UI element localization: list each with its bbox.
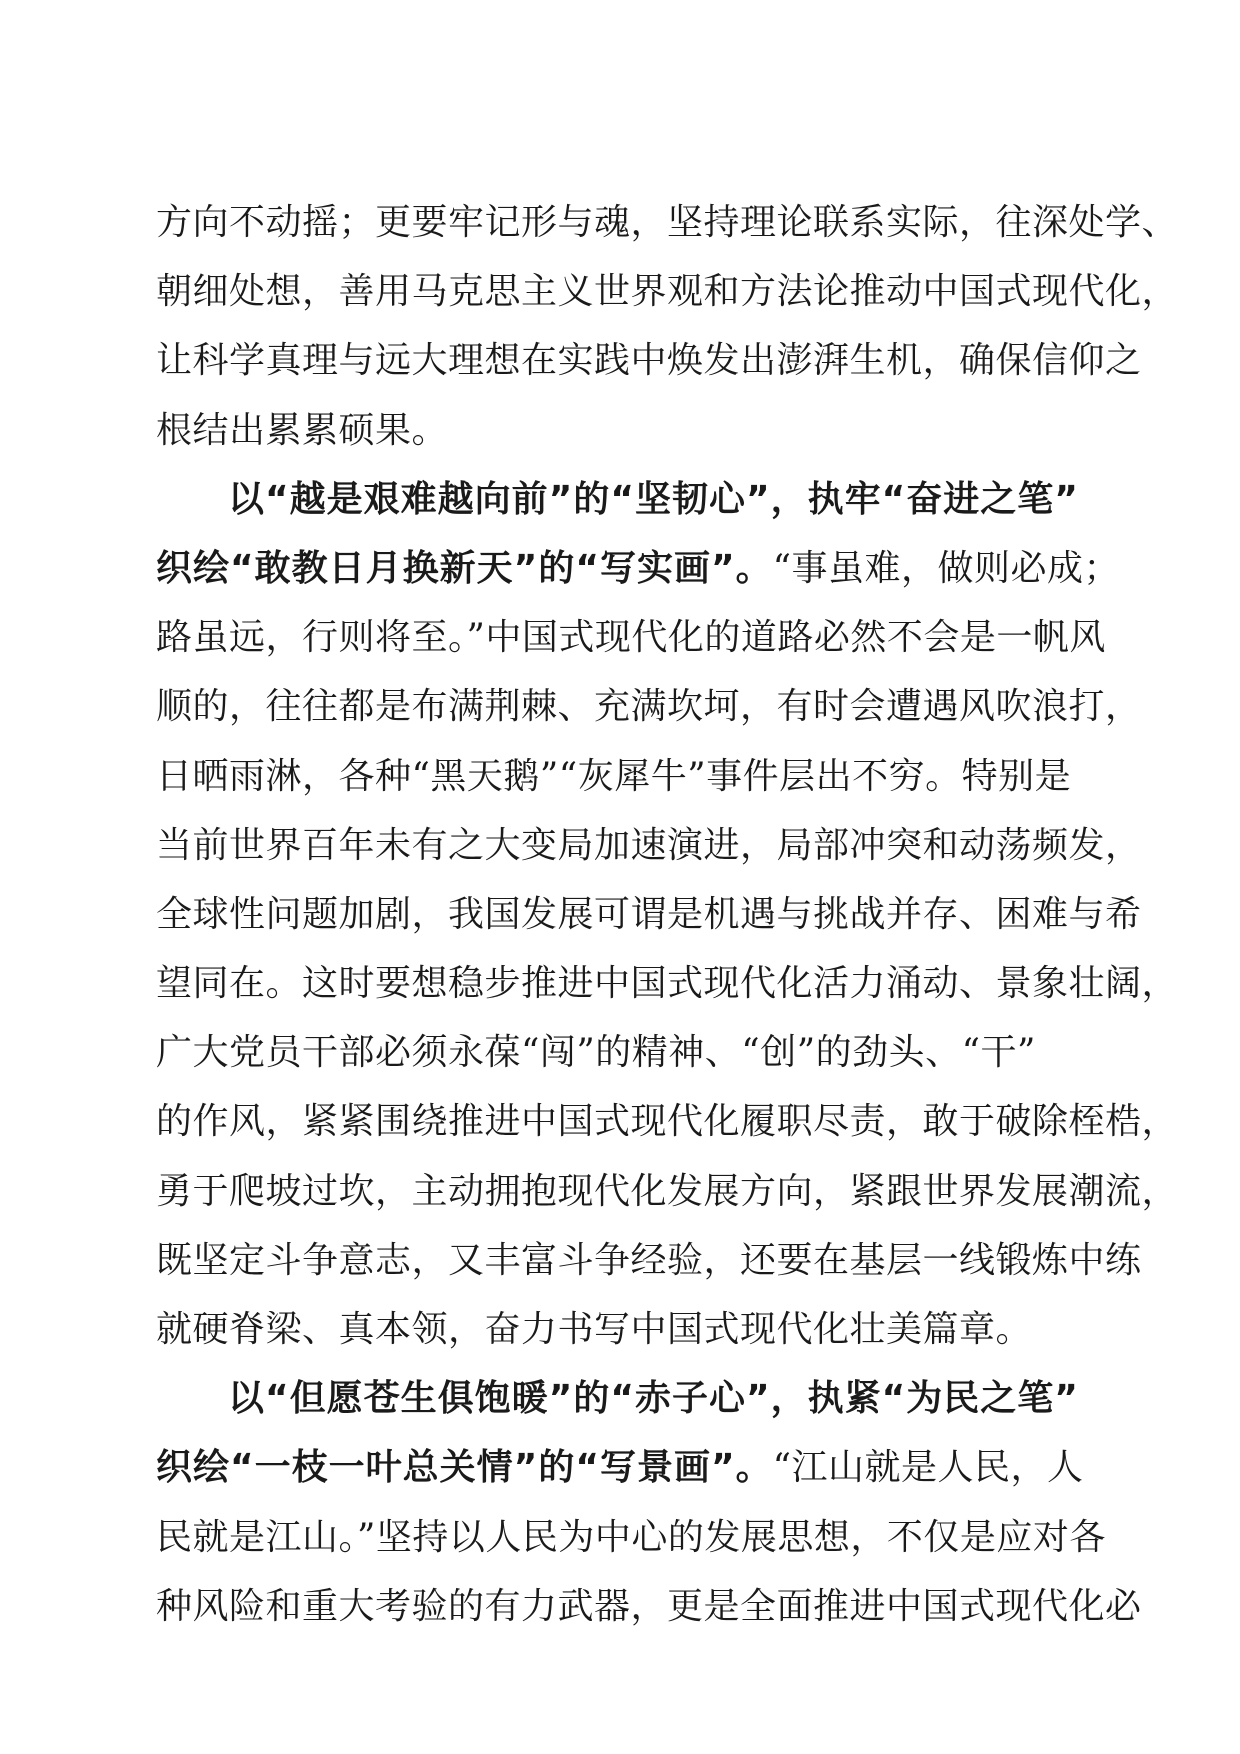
text-line: 全球性问题加剧，我国发展可谓是机遇与挑战并存、困难与希	[156, 893, 1142, 935]
text-line: 的作风，紧紧围绕推进中国式现代化履职尽责，敢于破除桎梏，	[156, 1101, 1179, 1143]
text-line: 方向不动摇；更要牢记形与魂，坚持理论联系实际，往深处学、	[156, 202, 1179, 243]
paragraph-lead: 织绘“敢教日月换新天”的“写实画”。	[156, 547, 773, 589]
text-line: 顺的，往往都是布满荆棘、充满坎坷，有时会遭遇风吹浪打，	[156, 686, 1142, 728]
text-line: 根结出累累硕果。	[156, 409, 449, 451]
text-line: 种风险和重大考验的有力武器，更是全面推进中国式现代化必	[156, 1585, 1142, 1627]
text-run: “事虽难，做则必成；	[772, 547, 1121, 589]
text-line: 既坚定斗争意志，又丰富斗争经验，还要在基层一线锻炼中练	[156, 1239, 1142, 1281]
text-line: 勇于爬坡过坎，主动拥抱现代化发展方向，紧跟世界发展潮流，	[156, 1170, 1179, 1212]
paragraph-lead: 织绘“一枝一叶总关情”的“写景画”。	[156, 1447, 773, 1489]
text-line: 民就是江山。”坚持以人民为中心的发展思想，不仅是应对各	[156, 1516, 1106, 1558]
text-line: 日晒雨淋，各种“黑天鹅”“灰犀牛”事件层出不穷。特别是	[156, 755, 1072, 797]
text-line: 当前世界百年未有之大变局加速演进，局部冲突和动荡频发，	[156, 824, 1142, 866]
paragraph-heading-line	[156, 1364, 1096, 1433]
paragraph-lead: 以“但愿苍生俱饱暖”的“赤子心”，执紧“为民之笔”	[228, 1378, 1079, 1420]
text-line	[156, 534, 1121, 603]
text-line: 望同在。这时要想稳步推进中国式现代化活力涌动、景象壮阔，	[156, 963, 1179, 1005]
document-body	[156, 188, 1179, 1641]
text-line: 广大党员干部必须永葆“闯”的精神、“创”的劲头、“干”	[156, 1032, 1036, 1074]
text-run: “江山就是人民，人	[772, 1447, 1084, 1489]
text-line: 让科学真理与远大理想在实践中焕发出澎湃生机，确保信仰之	[156, 340, 1142, 382]
paragraph-heading-line	[156, 465, 1096, 534]
text-line	[156, 1433, 1096, 1502]
paragraph-lead: 以“越是艰难越向前”的“坚韧心”，执牢“奋进之笔”	[228, 478, 1079, 520]
text-line: 路虽远，行则将至。”中国式现代化的道路必然不会是一帆风	[156, 617, 1106, 659]
text-line: 就硬脊梁、真本领，奋力书写中国式现代化壮美篇章。	[156, 1309, 1033, 1350]
text-line: 朝细处想，善用马克思主义世界观和方法论推动中国式现代化，	[156, 271, 1179, 313]
